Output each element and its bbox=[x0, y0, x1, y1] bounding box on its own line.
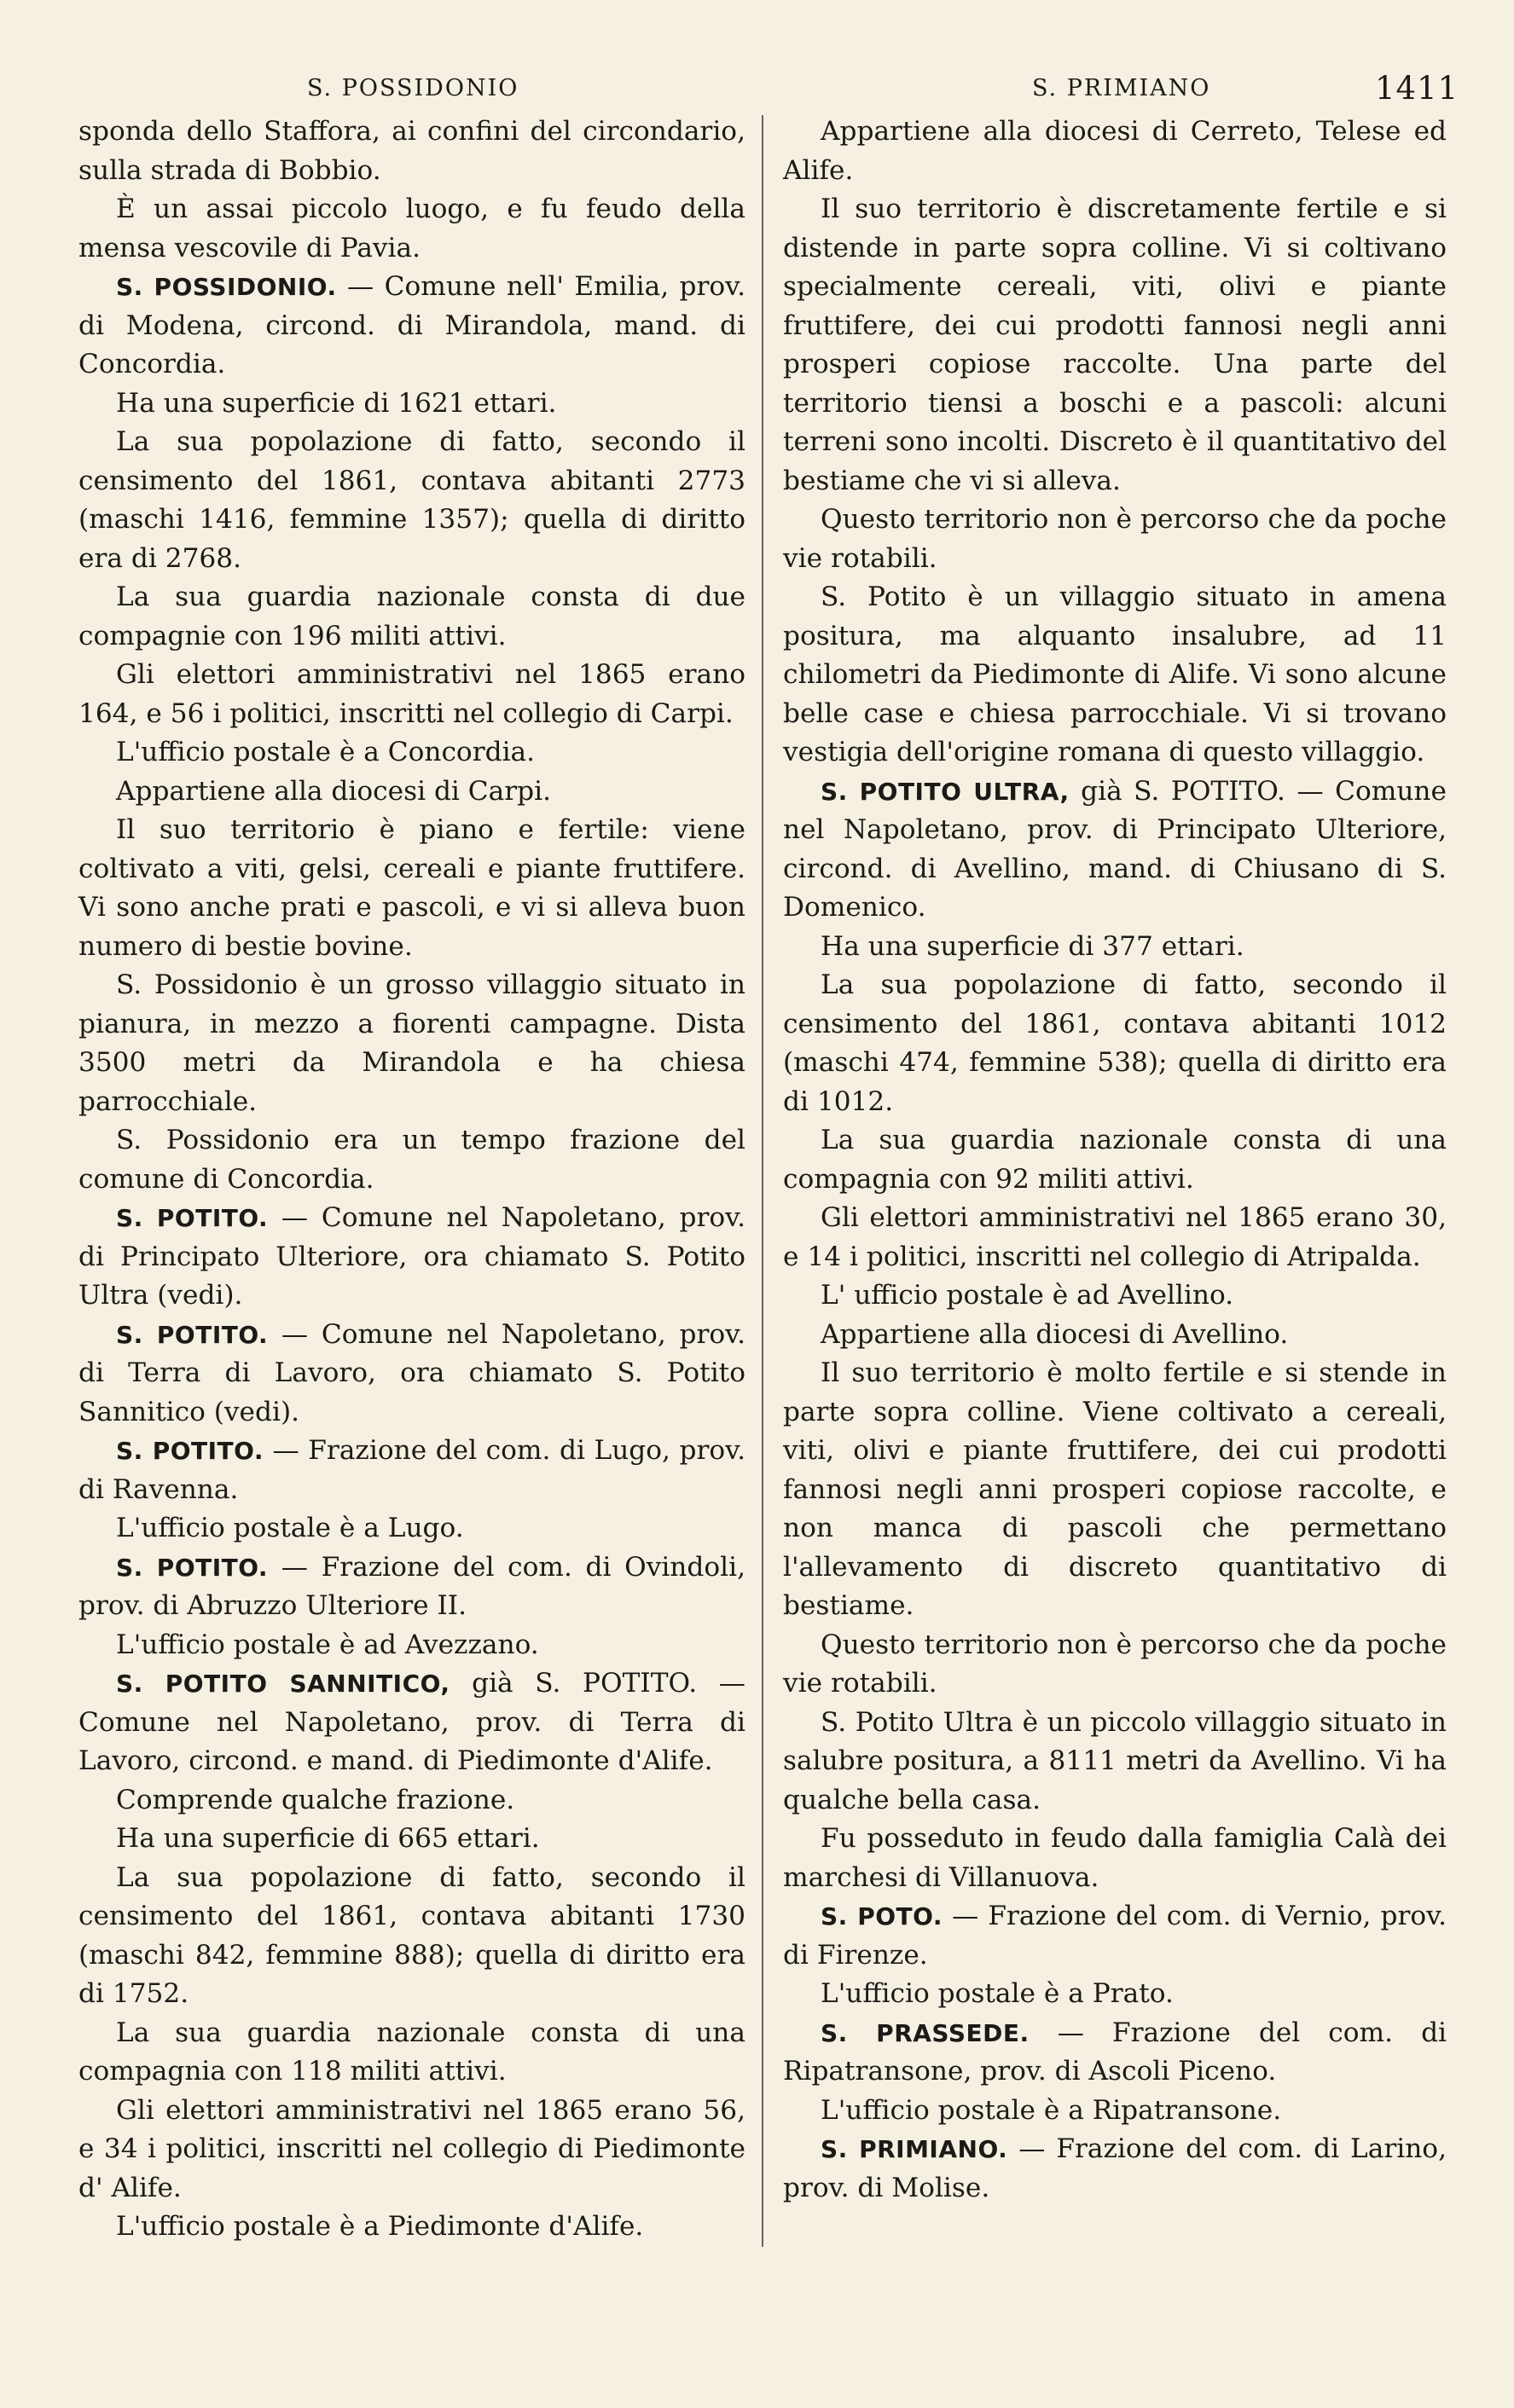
paragraph bbox=[783, 1276, 1447, 1316]
paragraph bbox=[78, 1121, 745, 1199]
paragraph-text: — Comune nel Napoletano, prov. di Principato Ulteriore, ora chiamato S. Potito Ultra (vedi). bbox=[78, 1202, 745, 1311]
paragraph-text: — Frazione del com. di Vernio, prov. di Firenze. bbox=[783, 1901, 1447, 1971]
paragraph bbox=[78, 578, 745, 656]
paragraph bbox=[783, 1316, 1447, 1355]
paragraph-text: La sua guardia nazionale consta di due compagnie con 196 militi attivi. bbox=[78, 582, 745, 651]
paragraph-text: Ha una superficie di 1621 ettari. bbox=[116, 387, 557, 419]
paragraph bbox=[78, 2092, 745, 2208]
paragraph bbox=[78, 966, 745, 1121]
paragraph-text: Appartiene alla diocesi di Avellino. bbox=[821, 1318, 1289, 1350]
paragraph bbox=[783, 1975, 1447, 2014]
entry-headword: S. PRIMIANO. bbox=[821, 2135, 1008, 2163]
paragraph bbox=[783, 773, 1447, 928]
paragraph-text: Gli elettori amministrativi nel 1865 erano 56, e 34 i politici, inscritti nel collegio di Piedimonte d' Alife. bbox=[78, 2094, 745, 2203]
paragraph bbox=[78, 1199, 745, 1316]
paragraph bbox=[783, 190, 1447, 501]
paragraph-text: La sua popolazione di fatto, secondo il censimento del 1861, contava abitanti 1730 (maschi 842, femmine 888); quella di diritto era di 1752. bbox=[78, 1861, 745, 2009]
paragraph-text: L' ufficio postale è ad Avellino. bbox=[821, 1280, 1234, 1311]
paragraph bbox=[78, 1509, 745, 1548]
paragraph bbox=[78, 773, 745, 812]
paragraph-text: La sua popolazione di fatto, secondo il censimento del 1861, contava abitanti 1012 (maschi 474, femmine 538); quella di diritto era di 1012. bbox=[783, 970, 1447, 1117]
paragraph bbox=[783, 2092, 1447, 2131]
paragraph bbox=[78, 2208, 745, 2247]
paragraph-text: S. Possidonio è un grosso villaggio situato in pianura, in mezzo a fiorenti campagne. Dista 3500 metri da Mirandola e ha chiesa parrocchiale. bbox=[78, 970, 745, 1117]
paragraph-text: Ha una superficie di 377 ettari. bbox=[821, 930, 1244, 962]
paragraph-text: Il suo territorio è discretamente fertile e si distende in parte sopra colline. Vi si coltivano specialmente cereali, viti, olivi e piante fruttifere, dei cui prodotti fannosi negli anni prosperi copiose raccolte. Una parte del territorio tiensi a boschi e a pascoli: alcuni terreni sono incolti. Discreto è il quantitativo del bestiame che vi si alleva. bbox=[783, 194, 1447, 496]
paragraph-text: Questo territorio non è percorso che da poche vie rotabili. bbox=[783, 504, 1447, 574]
paragraph-text: L'ufficio postale è ad Avezzano. bbox=[116, 1629, 539, 1660]
paragraph-text: Fu posseduto in feudo dalla famiglia Calà dei marchesi di Villanuova. bbox=[783, 1823, 1447, 1893]
left-column bbox=[78, 113, 745, 2247]
paragraph bbox=[783, 2014, 1447, 2092]
paragraph-text: S. Potito Ultra è un piccolo villaggio situato in salubre positura, a 8111 metri da Avellino. Vi ha qualche bella casa. bbox=[783, 1706, 1447, 1815]
paragraph-text: Questo territorio non è percorso che da poche vie rotabili. bbox=[783, 1629, 1447, 1699]
paragraph bbox=[78, 113, 745, 190]
paragraph bbox=[78, 1781, 745, 1820]
paragraph-text: Gli elettori amministrativi nel 1865 erano 164, e 56 i politici, inscritti nel collegio di Carpi. bbox=[78, 659, 745, 729]
paragraph-text: S. Potito è un villaggio situato in amena positura, ma alquanto insalubre, ad 11 chilometri da Piedimonte di Alife. Vi sono alcune belle case e chiesa parrocchiale. Vi si trovano vestigia dell'origine romana di questo villaggio. bbox=[783, 582, 1447, 767]
entry-headword: S. POTITO. bbox=[116, 1437, 264, 1465]
right-column bbox=[783, 113, 1447, 2208]
paragraph-text: già S. POTITO. — Comune nel Napoletano, prov. di Principato Ulteriore, circond. di Avellino, mand. di Chiusano di S. Domenico. bbox=[783, 775, 1447, 923]
page-number: 1411 bbox=[1375, 70, 1459, 107]
paragraph-text: — Comune nell' Emilia, prov. di Modena, circond. di Mirandola, mand. di Concordia. bbox=[78, 271, 745, 379]
paragraph-text: Il suo territorio è piano e fertile: viene coltivato a viti, gelsi, cereali e piante fruttifere. Vi sono anche prati e pascoli, e vi si alleva buon numero di bestie bovine. bbox=[78, 814, 745, 962]
paragraph-text: sponda dello Staffora, ai confini del circondario, sulla strada di Bobbio. bbox=[78, 116, 745, 186]
entry-headword: S. PRASSEDE. bbox=[821, 2018, 1030, 2047]
paragraph bbox=[783, 1897, 1447, 1975]
entry-headword: S. POSSIDONIO. bbox=[116, 273, 337, 301]
paragraph bbox=[783, 1199, 1447, 1276]
paragraph-text: — Frazione del com. di Ripatransone, prov. di Ascoli Piceno. bbox=[783, 2017, 1447, 2087]
paragraph bbox=[78, 1548, 745, 1626]
paragraph-text: È un assai piccolo luogo, e fu feudo della mensa vescovile di Pavia. bbox=[78, 194, 745, 263]
paragraph bbox=[783, 1704, 1447, 1820]
paragraph-text: Gli elettori amministrativi nel 1865 erano 30, e 14 i politici, inscritti nel collegio di Atripalda. bbox=[783, 1202, 1447, 1272]
paragraph bbox=[78, 1664, 745, 1781]
paragraph-text: — Frazione del com. di Lugo, prov. di Ravenna. bbox=[78, 1435, 745, 1505]
paragraph-text: Comprende qualche frazione. bbox=[116, 1784, 515, 1815]
paragraph bbox=[78, 1820, 745, 1859]
running-head-left: S. POSSIDONIO bbox=[307, 75, 519, 101]
column-divider bbox=[762, 115, 763, 2247]
paragraph bbox=[783, 1626, 1447, 1704]
paragraph-text: L'ufficio postale è a Ripatransone. bbox=[821, 2094, 1282, 2126]
paragraph bbox=[783, 966, 1447, 1121]
paragraph-text: — Frazione del com. di Ovindoli, prov. di Abruzzo Ulteriore II. bbox=[78, 1551, 745, 1621]
paragraph bbox=[78, 656, 745, 733]
paragraph-text: La sua popolazione di fatto, secondo il censimento del 1861, contava abitanti 2773 (maschi 1416, femmine 1357); quella di diritto era di 2768. bbox=[78, 426, 745, 574]
paragraph bbox=[78, 811, 745, 966]
paragraph bbox=[78, 190, 745, 268]
paragraph bbox=[78, 1859, 745, 2014]
running-head-right: S. PRIMIANO bbox=[1032, 75, 1211, 101]
paragraph bbox=[78, 423, 745, 578]
paragraph-text: Appartiene alla diocesi di Carpi. bbox=[116, 775, 552, 807]
paragraph bbox=[783, 578, 1447, 773]
paragraph-text: — Frazione del com. di Larino, prov. di Molise. bbox=[783, 2133, 1447, 2203]
paragraph bbox=[78, 1316, 745, 1433]
paragraph bbox=[783, 1354, 1447, 1626]
paragraph bbox=[783, 928, 1447, 967]
entry-headword: S. POTITO SANNITICO, bbox=[116, 1670, 450, 1698]
entry-headword: S. POTITO. bbox=[116, 1204, 269, 1232]
entry-headword: S. POTITO. bbox=[116, 1553, 269, 1582]
paragraph bbox=[78, 1432, 745, 1509]
paragraph bbox=[783, 1121, 1447, 1199]
paragraph bbox=[78, 385, 745, 424]
paragraph bbox=[78, 2014, 745, 2092]
paragraph-text: S. Possidonio era un tempo frazione del comune di Concordia. bbox=[78, 1125, 745, 1195]
paragraph bbox=[783, 501, 1447, 578]
paragraph-text: La sua guardia nazionale consta di una compagnia con 92 militi attivi. bbox=[783, 1125, 1447, 1195]
paragraph-text: — Comune nel Napoletano, prov. di Terra di Lavoro, ora chiamato S. Potito Sannitico (vedi). bbox=[78, 1318, 745, 1427]
entry-headword: S. POTITO. bbox=[116, 1320, 269, 1349]
paragraph bbox=[78, 268, 745, 385]
paragraph-text: L'ufficio postale è a Piedimonte d'Alife. bbox=[116, 2211, 644, 2242]
paragraph bbox=[783, 1820, 1447, 1897]
entry-headword: S. POTO. bbox=[821, 1902, 943, 1930]
paragraph-text: L'ufficio postale è a Prato. bbox=[821, 1978, 1174, 2009]
paragraph-text: L'ufficio postale è a Lugo. bbox=[116, 1513, 464, 1543]
paragraph-text: La sua guardia nazionale consta di una compagnia con 118 militi attivi. bbox=[78, 2017, 745, 2087]
paragraph bbox=[783, 2130, 1447, 2208]
paragraph-text: Il suo territorio è molto fertile e si stende in parte sopra colline. Viene coltivato a cereali, viti, olivi e piante fruttifere, dei cui prodotti fannosi negli anni prosperi copiose raccolte, e non manca di pascoli che permettano l'allevamento di discreto quantitativo di bestiame. bbox=[783, 1357, 1447, 1621]
paragraph-text: L'ufficio postale è a Concordia. bbox=[116, 737, 536, 767]
paragraph-text: Appartiene alla diocesi di Cerreto, Telese ed Alife. bbox=[783, 116, 1447, 186]
entry-headword: S. POTITO ULTRA, bbox=[821, 777, 1070, 806]
paragraph-text: Ha una superficie di 665 ettari. bbox=[116, 1823, 540, 1854]
paragraph bbox=[78, 1626, 745, 1665]
paragraph bbox=[783, 113, 1447, 190]
paragraph bbox=[78, 733, 745, 773]
paragraph-text: già S. POTITO. — Comune nel Napoletano, prov. di Terra di Lavoro, circond. e mand. di Piedimonte d'Alife. bbox=[78, 1668, 745, 1776]
